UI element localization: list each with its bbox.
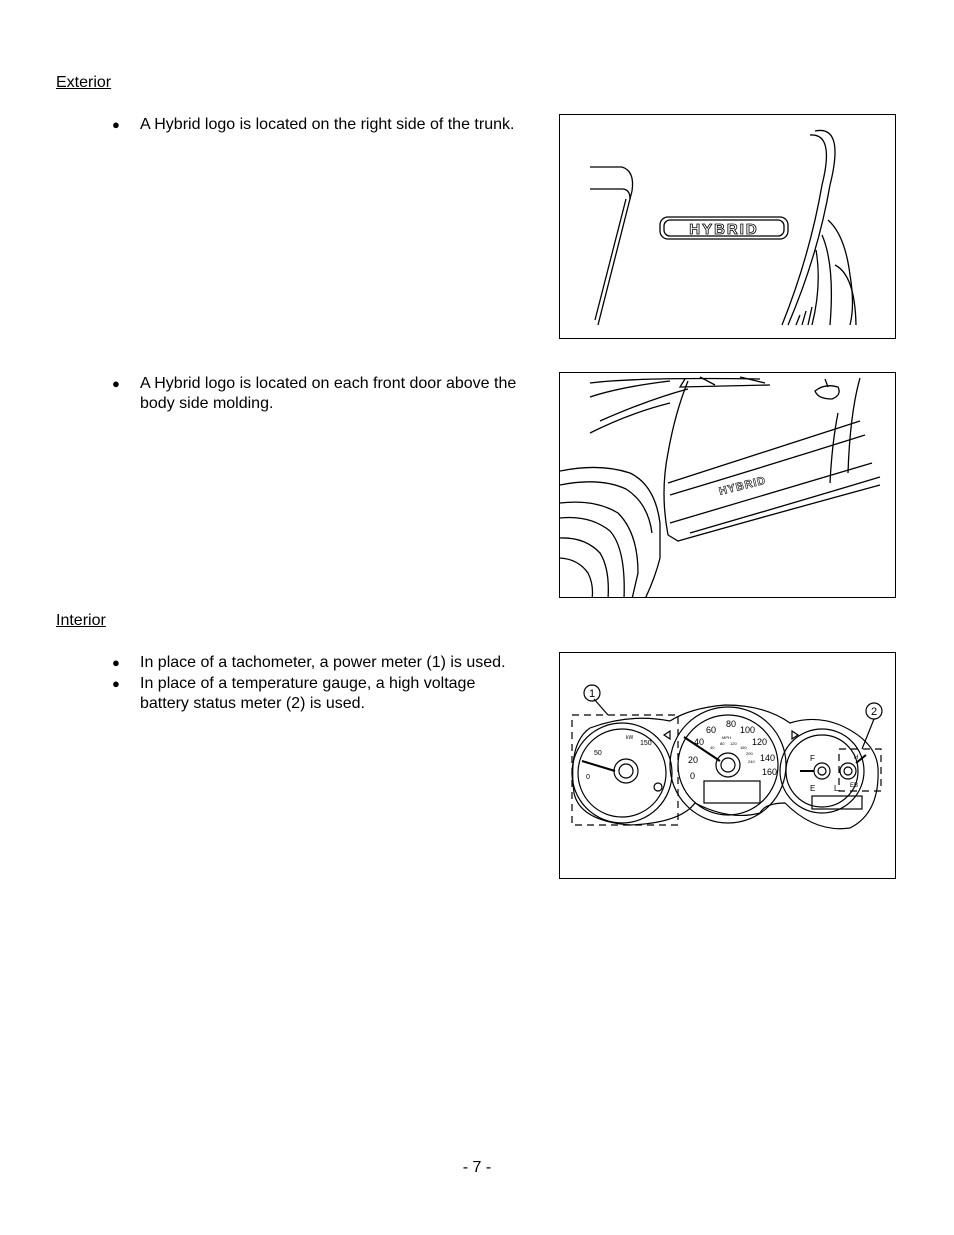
battery-low-label: L [834, 784, 839, 793]
power-tick-0: 0 [586, 774, 590, 781]
speed-tick-80: 80 [726, 719, 737, 729]
bullet-trunk-logo [112, 115, 552, 135]
door-hybrid-badge: HYBRID [717, 474, 768, 498]
bullet-power-meter [112, 653, 552, 673]
bullet-text: A Hybrid logo is located on each front door above the body side molding. [140, 375, 517, 412]
kmh-tick-240: 240 [748, 759, 755, 764]
kmh-tick-120: 120 [730, 741, 737, 746]
speed-tick-160: 160 [762, 767, 778, 777]
bullet-text: In place of a tachometer, a power meter (1) is used. [140, 654, 506, 671]
kmh-tick-80: 80 [720, 741, 725, 746]
battery-high-label: H [854, 755, 859, 761]
callout-1: 1 [588, 688, 596, 700]
instrument-cluster-figure [559, 652, 896, 879]
speed-tick-100: 100 [740, 725, 756, 735]
power-meter-unit: kW [626, 735, 634, 741]
bullet-dot: ● [112, 376, 120, 391]
bullet-dot: ● [112, 676, 120, 691]
bullet-text: A Hybrid logo is located on the right side of the trunk. [140, 116, 515, 133]
speed-tick-60: 60 [706, 725, 717, 735]
speed-tick-0: 0 [690, 771, 696, 781]
bullet-dot: ● [112, 655, 120, 670]
speed-unit: MPH [722, 735, 731, 740]
page-number: - 7 - [462, 1159, 492, 1176]
fuel-full-label: F [810, 754, 815, 763]
trunk-logo-figure [559, 114, 896, 339]
power-tick-50: 50 [594, 750, 602, 757]
fuel-empty-label: E [810, 784, 816, 793]
bullet-door-logo [112, 374, 552, 414]
kmh-tick-200: 200 [746, 751, 753, 756]
kmh-tick-40: 40 [710, 745, 715, 750]
speed-tick-120: 120 [752, 737, 768, 747]
kmh-tick-160: 160 [740, 745, 747, 750]
section-heading-interior: Interior [56, 612, 106, 629]
bullet-text: In place of a temperature gauge, a high voltage battery status meter (2) is used. [140, 675, 476, 712]
door-logo-figure [559, 372, 896, 598]
power-tick-150: 150 [640, 740, 652, 747]
speed-tick-20: 20 [688, 755, 699, 765]
battery-label: EB [850, 783, 859, 789]
bullet-battery-meter [112, 674, 552, 714]
section-heading-exterior: Exterior [56, 74, 112, 91]
callout-2: 2 [870, 706, 878, 718]
trunk-hybrid-badge: HYBRID [689, 221, 759, 238]
speed-tick-40: 40 [694, 737, 705, 747]
bullet-dot: ● [112, 117, 120, 132]
speed-tick-140: 140 [760, 753, 776, 763]
